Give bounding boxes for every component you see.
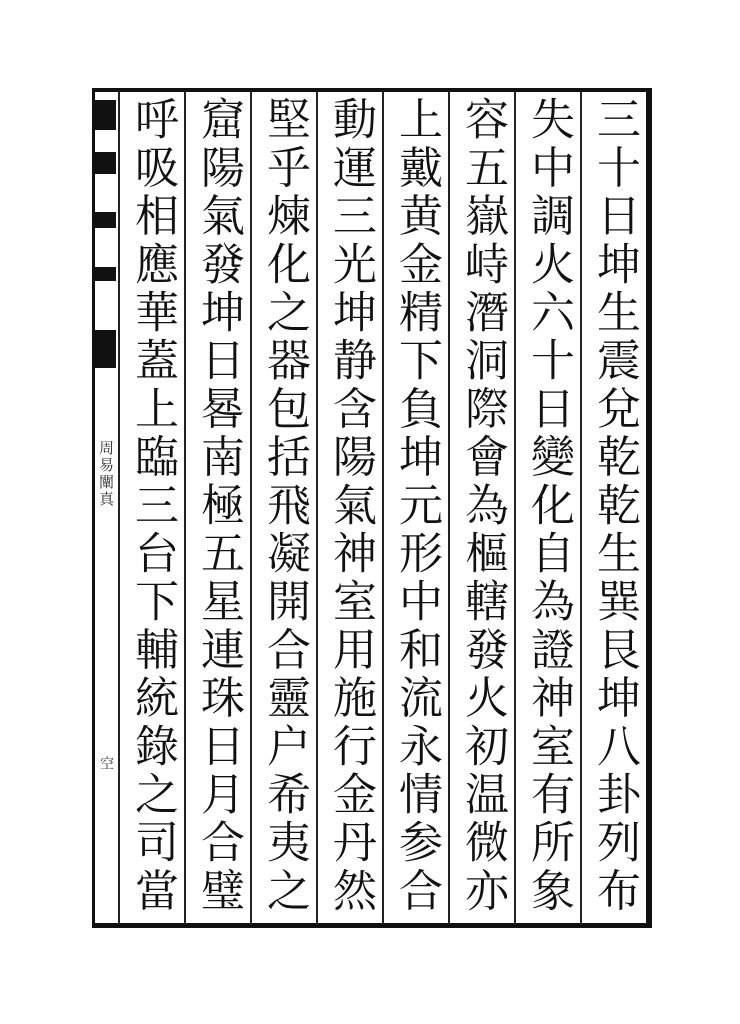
margin-mark [92,212,116,228]
text-column-3: 容五嶽峙潛洞際會為樞轄發火初温微亦 [457,96,508,916]
text-column-1: 三十日坤生震兌乾乾生巽艮坤八卦列布 [589,96,640,916]
text-column-6: 堅乎煉化之器包括飛凝開合靈户希夷之 [259,96,310,916]
frame-top-border [92,88,652,92]
frame-right-border [646,88,652,928]
page-number: 空 [98,756,114,770]
margin-book-title: 周易闡真 [97,440,115,508]
text-column-2: 失中調火六十日變化自為證神室有所象 [523,96,574,916]
text-column-5: 動運三光坤静含陽氣神室用施行金丹然 [325,96,376,916]
margin-mark [92,152,116,174]
fish-tail-mark [92,330,116,368]
text-column-7: 窟陽氣發坤日晷南極五星連珠日月合璧 [193,96,244,916]
margin-mark [92,267,116,281]
margin-mark [92,100,116,130]
text-column-4: 上戴黄金精下負坤元形中和流永情参合 [391,96,442,916]
text-column-8: 呼吸相應華蓋上臨三台下輔統錄之司當 [127,96,178,916]
frame-bottom-border [92,923,652,928]
